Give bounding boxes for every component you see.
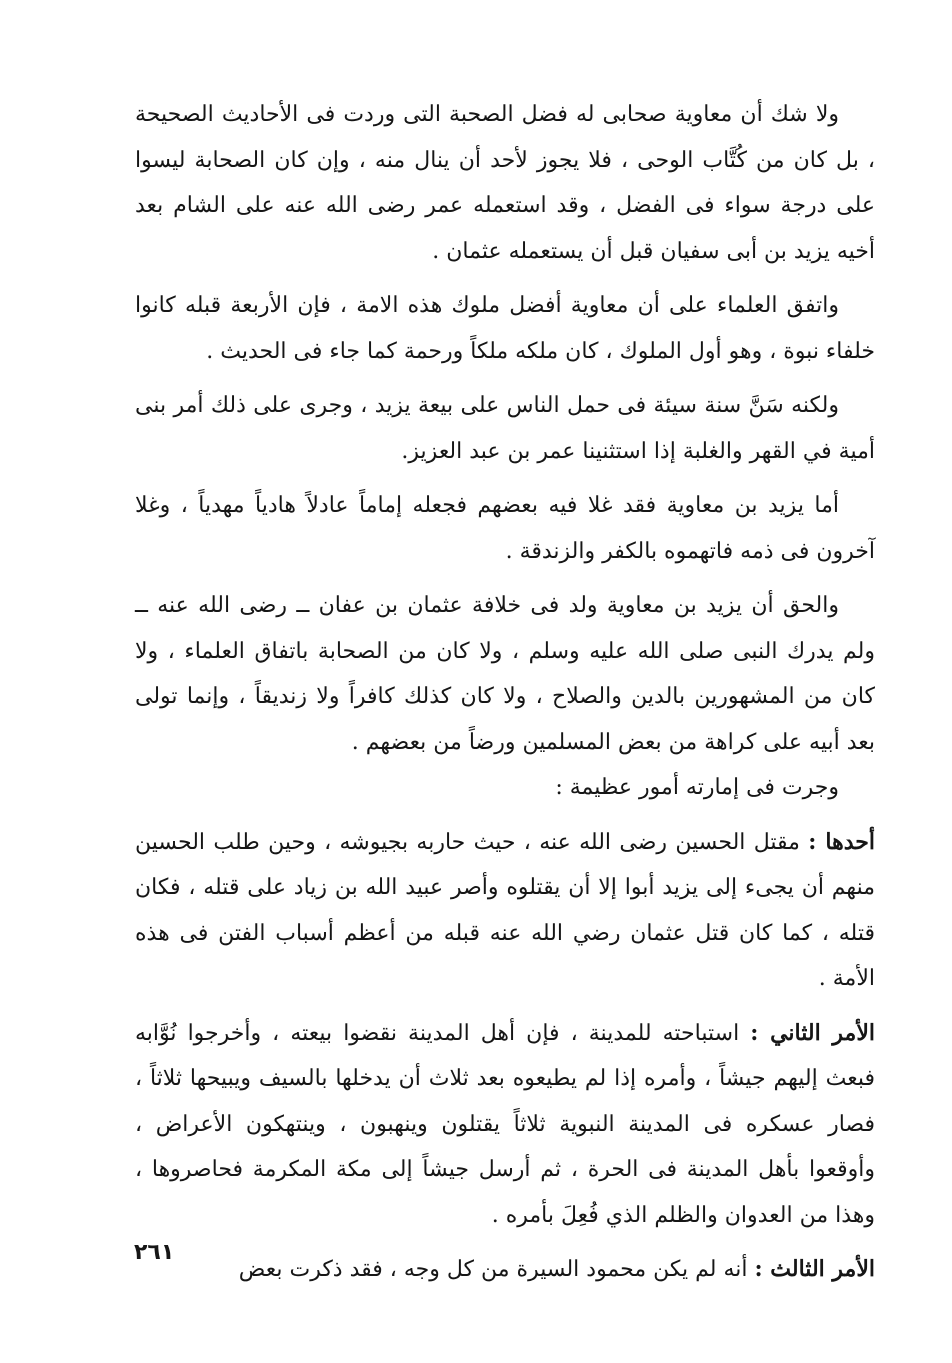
paragraph-text: وجرت فى إمارته أمور عظيمة : [555, 775, 839, 800]
paragraph-lead: الأمر الثالث : [754, 1256, 875, 1282]
paragraph-first-matter [135, 820, 875, 1002]
paragraph-text: والحق أن يزيد بن معاوية ولد فى خلافة عثمان بن عفان ــ رضى الله عنه ــ ولم يدرك النبى صلى الله عليه وسلم ، ولا كان من الصحابة باتفاق العلماء ، ولا كان من المشهورين بالدين والصلاح ، ولا كان كذلك كافراً ولا زنديقاً ، وإنما تولى بعد أبيه على كراهة من بعض المسلمين ورضاً من بعضهم . [135, 593, 875, 755]
paragraph-companion-virtue [135, 92, 875, 274]
paragraph-yazid-opinions [135, 483, 875, 574]
body-text [135, 92, 875, 1293]
paragraph-bad-precedent [135, 383, 875, 474]
paragraph-lead: أحدها : [808, 828, 875, 855]
paragraph-text: مقتل الحسين رضى الله عنه ، حيث حاربه بجيوشه ، وحين طلب الحسين منهم أن يجىء إلى يزيد أبوا إلا أن يقتلوه وأصر عبيد الله بن زياد على قتله ، فكان قتله ، كما كان قتل عثمان رضي الله عنه قبله من أعظم أسباب الفتن فى هذه الأمة . [135, 829, 875, 991]
paragraph-great-matters-intro [135, 765, 875, 811]
paragraph-lead: الأمر الثاني : [750, 1019, 875, 1046]
paragraph-text: واتفق العلماء على أن معاوية أفضل ملوك هذه الامة ، فإن الأربعة قبله كانوا خلفاء نبوة ، وهو أول الملوك ، كان ملكه ملكاً ورحمة كما جاء فى الحديث . [135, 293, 875, 364]
paragraph-text: استباحته للمدينة ، فإن أهل المدينة نقضوا بيعته ، وأخرجوا نُوَّابه فبعث إليهم جيشاً ، وأمره إذا لم يطيعوه بعد ثلاث أن يدخلها بالسيف ويبيحها ثلاثاً ، فصار عسكره فى المدينة النبوية ثلاثاً يقتلون وينهبون ، وينتهكون الأعراض ، وأوقعوا بأهل المدينة فى الحرة ، ثم أرسل جيشاً إلى مكة المكرمة فحاصروها ، وهذا من العدوان والظلم الذي فُعِلَ بأمره . [135, 1020, 875, 1228]
paragraph-best-of-kings [135, 283, 875, 374]
paragraph-text: ولكنه سَنَّ سنة سيئة فى حمل الناس على بيعة يزيد ، وجرى على ذلك أمر بنى أمية في القهر والغلبة إذا استثنينا عمر بن عبد العزيز. [135, 393, 875, 464]
paragraph-second-matter [135, 1011, 875, 1239]
page-number: ٢٦١ [134, 1240, 175, 1265]
paragraph-text: أما يزيد بن معاوية فقد غلا فيه بعضهم فجعله إماماً عادلاً هادياً مهدياً ، وغلا آخرون فى ذمه فاتهموه بالكفر والزندقة . [135, 493, 875, 564]
paragraph-text: ولا شك أن معاوية صحابى له فضل الصحبة التى وردت فى الأحاديث الصحيحة ، بل كان من كُتَّاب الوحى ، فلا يجوز لأحد أن ينال منه ، وإن كان الصحابة ليسوا على درجة سواء فى الفضل ، وقد استعمله عمر رضى الله عنه على الشام بعد أخيه يزيد بن أبى سفيان قبل أن يستعمله عثمان . [135, 102, 875, 264]
paragraph-third-matter [135, 1247, 875, 1293]
paragraph-text: أنه لم يكن محمود السيرة من كل وجه ، فقد ذكرت بعض [238, 1257, 755, 1282]
paragraph-the-truth [135, 583, 875, 765]
